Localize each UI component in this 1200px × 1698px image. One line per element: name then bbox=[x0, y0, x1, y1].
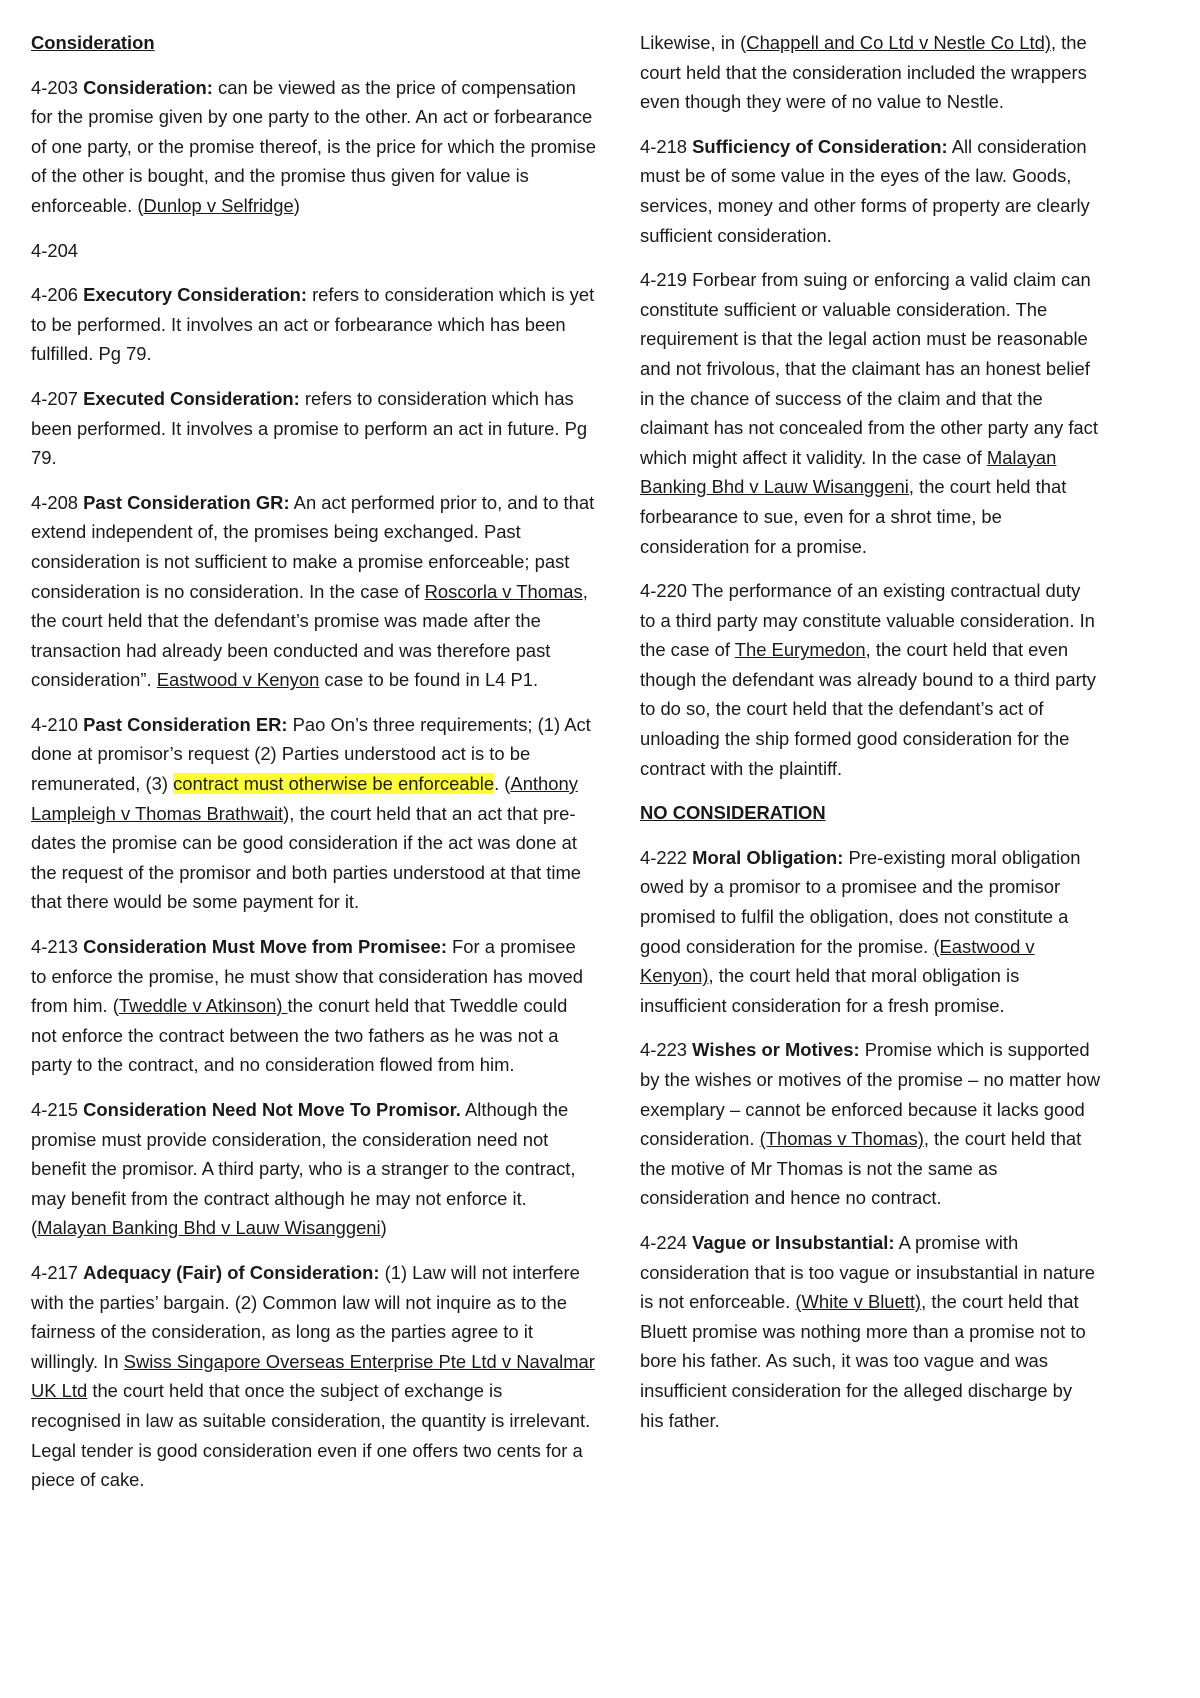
text-run: 4-220 The performance of an existing contractual duty to a third party may constitute valuable consideration. In the case of bbox=[640, 580, 1095, 661]
text-run: the court held that once the subject of exchange is recognised in law as suitable consideration, the quantity is irrelevant. Legal tender is good consideration even if one offers two cents for a piece of cake. bbox=[31, 1380, 591, 1491]
bold-term: Past Consideration ER: bbox=[83, 713, 288, 735]
bold-term: Past Consideration GR: bbox=[83, 491, 290, 513]
text-run: case to be found in L4 P1. bbox=[319, 669, 539, 691]
text-run: 4-215 bbox=[31, 1099, 84, 1120]
text-run: , the court held that Bluett promise was nothing more than a promise not to bore his father. As such, it was too vague and was insufficient consideration for the alleged discharge by his father. bbox=[640, 1291, 1086, 1431]
case-reference: Roscorla v Thomas bbox=[424, 580, 583, 602]
text-run: 4-207 bbox=[31, 387, 84, 409]
text-run: ) bbox=[276, 995, 288, 1017]
paragraph-4-208 bbox=[31, 488, 596, 695]
bold-term: Consideration bbox=[31, 32, 155, 53]
text-run: 4-217 bbox=[31, 1261, 84, 1283]
text-run: For a promisee to enforce the promise, he must show that consideration has moved from him. ( bbox=[31, 936, 584, 1017]
case-reference: Chappell and Co Ltd v Nestle Co Ltd) bbox=[746, 32, 1051, 53]
text-run: , the court held that the defendant’s promise was made after the transaction had already been conducted and was therefore past consideration”. bbox=[31, 580, 588, 691]
bold-term: Adequacy (Fair) of Consideration: bbox=[83, 1261, 380, 1283]
text-run: An act performed prior to, and to that extend independent of, the promises being exchanged. Past consideration is not sufficient to make a promise enforceable; past consideration is no consideration. In the case of bbox=[31, 491, 595, 602]
highlighted-text: contract must otherwise be enforceable bbox=[173, 773, 495, 795]
case-reference: (White v Bluett) bbox=[795, 1291, 922, 1313]
section-heading-no-consideration bbox=[640, 798, 1100, 828]
text-run: 4-218 bbox=[640, 135, 693, 157]
text-run: All consideration must be of some value in the eyes of the law. Goods, services, money and other forms of property are clearly sufficient consideration. bbox=[640, 135, 1090, 246]
case-reference: Malayan Banking Bhd v Lauw Wisanggeni bbox=[37, 1217, 381, 1239]
text-run: 4-223 bbox=[640, 1039, 693, 1061]
text-run: Promise which is supported by the wishes or motives of the promise – no matter how exemplary – cannot be enforced because it lacks good consideration. bbox=[640, 1039, 1100, 1150]
bold-term: Consideration Need Not Move To Promisor. bbox=[83, 1099, 461, 1120]
text-run: Although the promise must provide consideration, the consideration need not benefit the promisor. A third party, who is a stranger to the contract, may benefit from the contract although he may not enforce it. ( bbox=[31, 1099, 576, 1239]
case-reference: Malayan Banking Bhd v Lauw Wisanggeni bbox=[640, 446, 1057, 498]
case-reference: Dunlop v Selfridge bbox=[143, 194, 294, 216]
case-reference: The Eurymedon bbox=[734, 639, 866, 661]
paragraph-4-203 bbox=[31, 73, 596, 221]
text-run: can be viewed as the price of compensation for the promise given by one party to the other. An act or forbearance of one party, or the promise thereof, is the price for which the promise of the other is bought, and the promise thus given for value is enforceable. ( bbox=[31, 76, 596, 216]
bold-term: Consideration Must Move from Promisee: bbox=[83, 936, 447, 958]
text-run: , the court held that even though the defendant was already bound to a third party to do so, the court held that the defendant’s act of unloading the ship formed good consideration for the contract with the plaintiff. bbox=[640, 639, 1097, 779]
bold-term: Executory Consideration: bbox=[83, 284, 307, 306]
text-run: ) bbox=[293, 194, 300, 216]
paragraph-4-218 bbox=[640, 132, 1100, 250]
case-reference: (Thomas v Thomas) bbox=[759, 1128, 924, 1150]
section-heading bbox=[31, 28, 596, 58]
text-run: ), the court held that an act that pre-dates the promise can be good consideration if the act was done at the request of the promisor and both parties understood at that time that there would be some payment for it. bbox=[31, 802, 582, 913]
bold-term: NO CONSIDERATION bbox=[640, 802, 826, 824]
text-run: 4-213 bbox=[31, 936, 84, 958]
bold-term: Sufficiency of Consideration: bbox=[692, 135, 948, 157]
bold-term: Consideration: bbox=[83, 76, 213, 98]
text-run: 4-219 Forbear from suing or enforcing a valid claim can constitute sufficient or valuable consideration. The requirement is that the legal action must be reasonable and not frivolous, that the claimant has an honest belief in the chance of success of the claim and that the claimant has not concealed from the other party any fact which might affect it validity. In the case of bbox=[640, 269, 1098, 468]
text-run: Likewise, in ( bbox=[640, 32, 747, 53]
paragraph-4-204 bbox=[31, 236, 596, 266]
bold-term: Vague or Insubstantial: bbox=[692, 1231, 895, 1253]
text-run: , the court held that forbearance to sue, even for a shrot time, be consideration for a promise. bbox=[640, 476, 1067, 557]
bold-term: Wishes or Motives: bbox=[692, 1039, 860, 1061]
text-run: (1) Law will not interfere with the parties’ bargain. (2) Common law will not inquire as to the fairness of the consideration, as long as the parties agree to it willingly. In bbox=[31, 1261, 580, 1372]
text-run: 4-222 bbox=[640, 846, 693, 868]
text-run: refers to consideration which has been performed. It involves a promise to perform an act in future. Pg 79. bbox=[31, 387, 588, 469]
paragraph-chappell bbox=[640, 28, 1100, 117]
text-run: , the court held that the consideration included the wrappers even though they were of no value to Nestle. bbox=[640, 32, 1087, 113]
text-run: 4-210 bbox=[31, 713, 84, 735]
paragraph-4-217 bbox=[31, 1258, 596, 1495]
case-reference: Swiss Singapore Overseas Enterprise Pte Ltd v Navalmar UK Ltd bbox=[31, 1350, 595, 1402]
text-run: the conurt held that Tweddle could not enforce the contract between the two fathers as he was not a party to the contract, and no consideration flowed from him. bbox=[31, 995, 568, 1076]
left-column bbox=[31, 28, 596, 1510]
case-reference: (Eastwood v Kenyon) bbox=[640, 935, 1035, 987]
text-run: 4-208 bbox=[31, 491, 84, 513]
text-run: refers to consideration which is yet to be performed. It involves an act or forbearance which has been fulfilled. Pg 79. bbox=[31, 284, 595, 365]
paragraph-4-207 bbox=[31, 384, 596, 473]
paragraph-4-210 bbox=[31, 710, 596, 917]
paragraph-4-224 bbox=[640, 1228, 1100, 1435]
text-run: A promise with consideration that is too vague or insubstantial in nature is not enforceable. bbox=[640, 1231, 1095, 1313]
case-reference: Eastwood v Kenyon bbox=[156, 669, 320, 691]
text-run: , the court held that the motive of Mr Thomas is not the same as consideration and hence no contract. bbox=[640, 1128, 1082, 1209]
paragraph-4-215 bbox=[31, 1095, 596, 1243]
text-run: 4-224 bbox=[640, 1231, 693, 1253]
bold-term: Executed Consideration: bbox=[83, 387, 300, 409]
text-run: 4-203 bbox=[31, 76, 84, 98]
case-reference: Anthony Lampleigh v Thomas Brathwait bbox=[31, 773, 578, 824]
text-run: Pre-existing moral obligation owed by a promisor to a promisee and the promisor promised to fulfil the obligation, does not constitute a good consideration for the promise. bbox=[640, 846, 1081, 957]
text-run: 4-204 bbox=[31, 239, 79, 261]
paragraph-4-222 bbox=[640, 843, 1100, 1021]
paragraph-4-220 bbox=[640, 576, 1100, 783]
text-run: . ( bbox=[494, 773, 511, 795]
case-reference: Tweddle v Atkinson bbox=[118, 995, 277, 1017]
right-column bbox=[640, 28, 1100, 1450]
paragraph-4-219 bbox=[640, 265, 1100, 561]
text-run: , the court held that moral obligation is insufficient consideration for a fresh promise. bbox=[640, 965, 1020, 1016]
paragraph-4-213 bbox=[31, 932, 596, 1080]
paragraph-4-223 bbox=[640, 1035, 1100, 1213]
text-run: 4-206 bbox=[31, 284, 84, 306]
text-run: ) bbox=[380, 1217, 387, 1239]
bold-term: Moral Obligation: bbox=[692, 846, 844, 868]
paragraph-4-206 bbox=[31, 280, 596, 369]
text-run: Pao On’s three requirements; (1) Act done at promisor’s request (2) Parties understood act is to be remunerated, (3) bbox=[31, 713, 591, 795]
